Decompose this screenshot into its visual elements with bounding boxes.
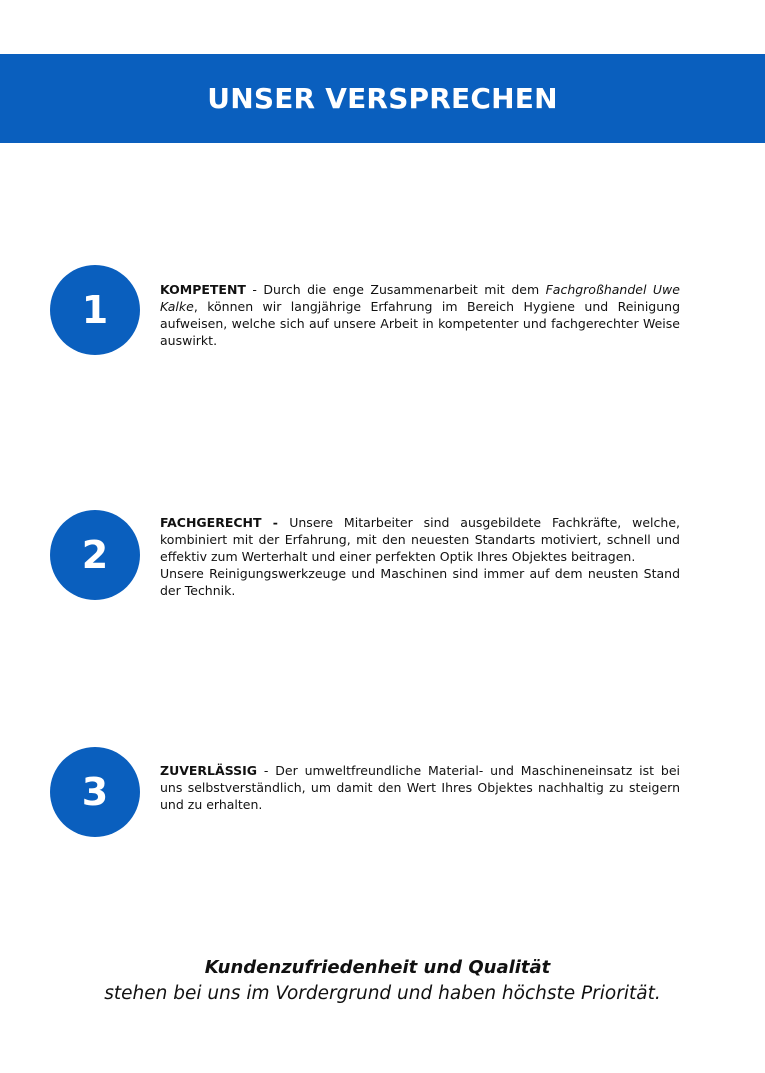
promise-heading: KOMPETENT bbox=[160, 282, 246, 297]
company-name: Fachgroßhandel Uwe Kalke bbox=[160, 282, 680, 314]
header-banner bbox=[0, 54, 765, 143]
promise-body: Der umweltfreundliche Material- und Maschineneinsatz ist bei uns selbstverständlich, um damit den Wert Ihres Objektes nachhaltig zu steigern und zu erhalten. bbox=[160, 763, 680, 812]
number-badge bbox=[50, 265, 140, 355]
separator: - bbox=[257, 763, 276, 778]
separator: - bbox=[261, 515, 290, 530]
promise-heading: FACHGERECHT bbox=[160, 515, 262, 530]
closing-headline: Kundenzufriedenheit und Qualität bbox=[204, 957, 551, 978]
page-title: UNSER VERSPRECHEN bbox=[207, 82, 558, 115]
closing-statement bbox=[0, 955, 765, 1007]
promise-body: Unsere Mitarbeiter sind ausgebildete Fachkräfte, welche, kombiniert mit der Erfahrung, mit den neuesten Standarts motiviert, schnell und effektiv zum Werterhalt und einer perfekten Optik Ihres Objektes beitragen. bbox=[160, 515, 680, 564]
promise-text bbox=[160, 514, 680, 599]
number-label: 2 bbox=[81, 533, 109, 577]
number-label: 1 bbox=[81, 288, 109, 332]
promise-body-secondary: Unsere Reinigungswerkzeuge und Maschinen sind immer auf dem neusten Stand der Technik. bbox=[160, 566, 680, 598]
closing-subline: stehen bei uns im Vordergrund und haben höchste Priorität. bbox=[104, 983, 661, 1004]
promise-body-start: Durch die enge Zusammenarbeit mit dem bbox=[263, 282, 546, 297]
number-badge bbox=[50, 747, 140, 837]
promise-text bbox=[160, 281, 680, 349]
number-badge bbox=[50, 510, 140, 600]
promise-heading: ZUVERLÄSSIG bbox=[160, 763, 258, 778]
separator: - bbox=[245, 282, 264, 297]
promise-text bbox=[160, 762, 680, 813]
number-label: 3 bbox=[81, 770, 109, 814]
promise-body-end: , können wir langjährige Erfahrung im Bereich Hygiene und Reinigung aufweisen, welche sich auf unsere Arbeit in kompetenter und fachgerechter Weise auswirkt. bbox=[160, 299, 680, 348]
